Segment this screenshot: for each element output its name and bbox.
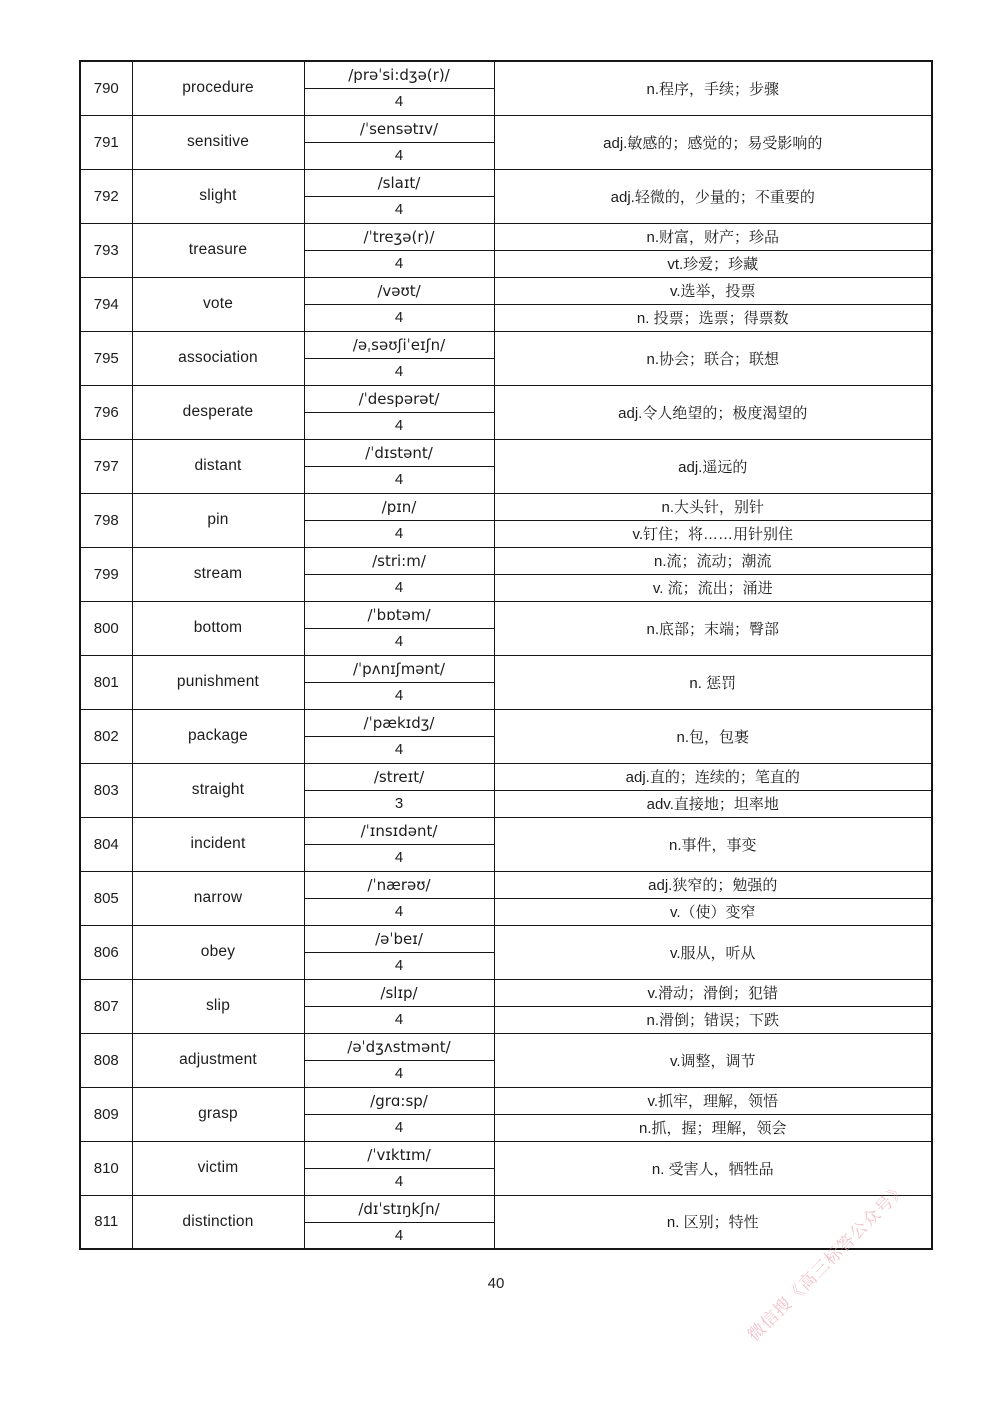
word-frequency: 4: [304, 1060, 494, 1087]
word-meaning: n. 投票；选票；得票数: [494, 304, 932, 331]
word-meaning: n.大头针，别针: [494, 493, 932, 520]
word-text: bottom: [132, 601, 304, 655]
word-pronunciation: /ˈpʌnɪʃmənt/: [304, 655, 494, 682]
page-number: 40: [487, 1275, 505, 1292]
word-pronunciation: /grɑ:sp/: [304, 1087, 494, 1114]
vocab-row: [80, 871, 932, 898]
word-meaning: n.底部；末端；臀部: [494, 601, 932, 655]
word-meaning: v.选举，投票: [494, 277, 932, 304]
vocab-row: [80, 277, 932, 304]
word-pronunciation: /vəʊt/: [304, 277, 494, 304]
word-text: sensitive: [132, 115, 304, 169]
word-meaning: n. 区别；特性: [494, 1195, 932, 1249]
vocab-row: [80, 655, 932, 682]
word-number: 806: [80, 925, 132, 979]
word-number: 801: [80, 655, 132, 709]
vocab-table: [79, 60, 933, 1250]
word-frequency: 4: [304, 196, 494, 223]
vocab-row: [80, 61, 932, 88]
word-meaning: n. 受害人，牺牲品: [494, 1141, 932, 1195]
word-meaning: v.调整，调节: [494, 1033, 932, 1087]
word-meaning: n.流；流动；潮流: [494, 547, 932, 574]
word-meaning: adv.直接地；坦率地: [494, 790, 932, 817]
word-text: slip: [132, 979, 304, 1033]
word-text: treasure: [132, 223, 304, 277]
word-meaning: vt.珍爱；珍藏: [494, 250, 932, 277]
word-frequency: 4: [304, 682, 494, 709]
word-frequency: 4: [304, 1006, 494, 1033]
word-frequency: 4: [304, 844, 494, 871]
vocab-row: [80, 601, 932, 628]
word-pronunciation: /dɪˈstɪŋkʃn/: [304, 1195, 494, 1222]
word-pronunciation: /streɪt/: [304, 763, 494, 790]
word-number: 805: [80, 871, 132, 925]
word-number: 810: [80, 1141, 132, 1195]
word-text: slight: [132, 169, 304, 223]
word-text: distant: [132, 439, 304, 493]
word-meaning: adj.轻微的，少量的；不重要的: [494, 169, 932, 223]
word-meaning: v.抓牢，理解，领悟: [494, 1087, 932, 1114]
word-meaning: v.（使）变窄: [494, 898, 932, 925]
word-text: pin: [132, 493, 304, 547]
word-pronunciation: /stri:m/: [304, 547, 494, 574]
word-text: narrow: [132, 871, 304, 925]
word-meaning: n.包，包裹: [494, 709, 932, 763]
word-meaning: v.服从，听从: [494, 925, 932, 979]
word-pronunciation: /əˈbeɪ/: [304, 925, 494, 952]
word-meaning: adj.敏感的；感觉的；易受影响的: [494, 115, 932, 169]
watermark-text: 微信搜《高三标答公众号》: [744, 1178, 911, 1345]
word-frequency: 4: [304, 142, 494, 169]
word-number: 792: [80, 169, 132, 223]
word-pronunciation: /ˈsensətɪv/: [304, 115, 494, 142]
word-pronunciation: /əˌsəʊʃiˈeɪʃn/: [304, 331, 494, 358]
vocab-row: [80, 1141, 932, 1168]
word-text: procedure: [132, 61, 304, 115]
word-meaning: v.滑动；滑倒；犯错: [494, 979, 932, 1006]
word-number: 796: [80, 385, 132, 439]
word-frequency: 4: [304, 736, 494, 763]
vocab-row: [80, 925, 932, 952]
word-meaning: n.协会；联合；联想: [494, 331, 932, 385]
vocab-row: [80, 115, 932, 142]
word-meaning: adj.令人绝望的；极度渴望的: [494, 385, 932, 439]
word-pronunciation: /ˈvɪktɪm/: [304, 1141, 494, 1168]
word-meaning: v. 流；流出；涌进: [494, 574, 932, 601]
word-pronunciation: /ˈɪnsɪdənt/: [304, 817, 494, 844]
word-text: punishment: [132, 655, 304, 709]
word-number: 804: [80, 817, 132, 871]
word-number: 811: [80, 1195, 132, 1249]
word-frequency: 4: [304, 952, 494, 979]
word-frequency: 4: [304, 358, 494, 385]
vocab-row: [80, 547, 932, 574]
word-number: 794: [80, 277, 132, 331]
vocab-row: [80, 439, 932, 466]
word-meaning: n.滑倒；错误；下跌: [494, 1006, 932, 1033]
word-number: 809: [80, 1087, 132, 1141]
word-pronunciation: /əˈdʒʌstmənt/: [304, 1033, 494, 1060]
word-frequency: 4: [304, 898, 494, 925]
word-text: victim: [132, 1141, 304, 1195]
word-number: 799: [80, 547, 132, 601]
vocab-row: [80, 979, 932, 1006]
word-pronunciation: /pɪn/: [304, 493, 494, 520]
word-frequency: 4: [304, 466, 494, 493]
vocab-row: [80, 1195, 932, 1222]
word-number: 807: [80, 979, 132, 1033]
word-pronunciation: /ˈbɒtəm/: [304, 601, 494, 628]
word-frequency: 3: [304, 790, 494, 817]
word-frequency: 4: [304, 304, 494, 331]
word-frequency: 4: [304, 88, 494, 115]
vocab-row: [80, 169, 932, 196]
word-meaning: v.钉住；将……用针别住: [494, 520, 932, 547]
word-meaning: n.事件，事变: [494, 817, 932, 871]
word-meaning: n.程序，手续；步骤: [494, 61, 932, 115]
word-text: vote: [132, 277, 304, 331]
word-text: adjustment: [132, 1033, 304, 1087]
word-frequency: 4: [304, 520, 494, 547]
word-pronunciation: /slaɪt/: [304, 169, 494, 196]
word-pronunciation: /ˈtreʒə(r)/: [304, 223, 494, 250]
vocab-row: [80, 385, 932, 412]
word-text: distinction: [132, 1195, 304, 1249]
word-number: 803: [80, 763, 132, 817]
vocab-row: [80, 1087, 932, 1114]
word-number: 797: [80, 439, 132, 493]
word-number: 808: [80, 1033, 132, 1087]
vocab-row: [80, 709, 932, 736]
vocab-row: [80, 493, 932, 520]
word-text: desperate: [132, 385, 304, 439]
word-meaning: adj.狭窄的；勉强的: [494, 871, 932, 898]
word-number: 800: [80, 601, 132, 655]
word-number: 802: [80, 709, 132, 763]
word-frequency: 4: [304, 1222, 494, 1249]
vocab-row: [80, 223, 932, 250]
word-meaning: adj.直的；连续的；笔直的: [494, 763, 932, 790]
vocab-table-body: [80, 61, 932, 1249]
word-pronunciation: /prəˈsi:dʒə(r)/: [304, 61, 494, 88]
word-frequency: 4: [304, 250, 494, 277]
word-number: 795: [80, 331, 132, 385]
word-meaning: n. 惩罚: [494, 655, 932, 709]
word-text: grasp: [132, 1087, 304, 1141]
word-pronunciation: /ˈpækɪdʒ/: [304, 709, 494, 736]
word-frequency: 4: [304, 628, 494, 655]
word-text: stream: [132, 547, 304, 601]
word-frequency: 4: [304, 1114, 494, 1141]
word-meaning: adj.遥远的: [494, 439, 932, 493]
word-number: 790: [80, 61, 132, 115]
word-number: 791: [80, 115, 132, 169]
word-text: package: [132, 709, 304, 763]
word-pronunciation: /ˈnærəʊ/: [304, 871, 494, 898]
word-frequency: 4: [304, 1168, 494, 1195]
word-frequency: 4: [304, 574, 494, 601]
word-number: 793: [80, 223, 132, 277]
word-number: 798: [80, 493, 132, 547]
vocab-row: [80, 331, 932, 358]
word-text: association: [132, 331, 304, 385]
word-pronunciation: /ˈdɪstənt/: [304, 439, 494, 466]
word-text: incident: [132, 817, 304, 871]
word-text: obey: [132, 925, 304, 979]
vocab-row: [80, 1033, 932, 1060]
vocab-row: [80, 817, 932, 844]
word-text: straight: [132, 763, 304, 817]
word-frequency: 4: [304, 412, 494, 439]
word-meaning: n.抓，握；理解，领会: [494, 1114, 932, 1141]
word-meaning: n.财富，财产；珍品: [494, 223, 932, 250]
word-pronunciation: /ˈdespərət/: [304, 385, 494, 412]
vocab-row: [80, 763, 932, 790]
word-pronunciation: /slɪp/: [304, 979, 494, 1006]
